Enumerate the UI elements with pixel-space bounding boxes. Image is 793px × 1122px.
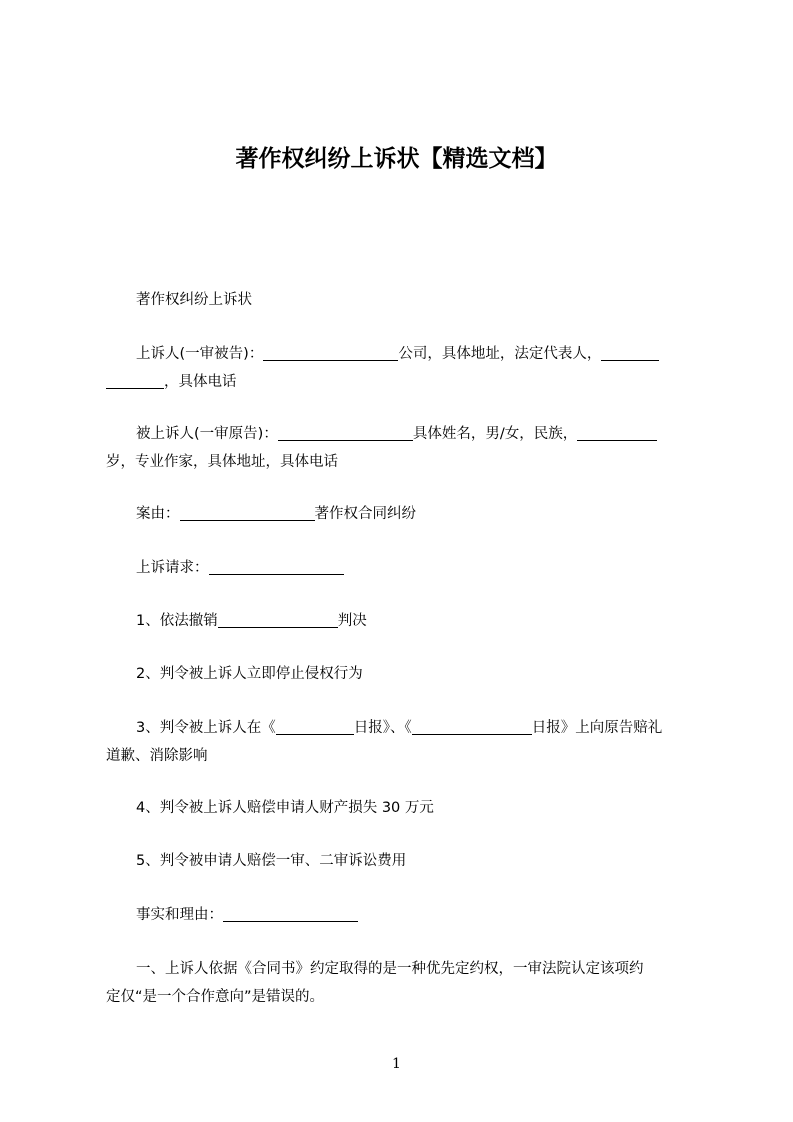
case-cause-text: 著作权合同纠纷	[314, 506, 416, 522]
appeal-request-label: 上诉请求：	[136, 560, 209, 576]
blank-line	[106, 372, 164, 389]
blank-line	[223, 905, 358, 922]
facts-reasons-paragraph	[106, 901, 732, 929]
blank-line	[577, 424, 657, 441]
request-item-1	[106, 607, 732, 635]
request-item-2-text: 2、判令被上诉人立即停止侵权行为	[136, 666, 363, 682]
case-cause-paragraph	[106, 500, 732, 528]
appeal-request-paragraph	[106, 554, 732, 582]
case-cause-label: 案由：	[136, 506, 180, 522]
request-item-3-end: 日报》上向原告赔礼	[531, 720, 663, 736]
request-item-3-text: 3、判令被上诉人在《	[136, 720, 276, 736]
blank-line	[601, 344, 659, 361]
facts-reasons-label: 事实和理由：	[136, 907, 223, 923]
heading-text: 著作权纠纷上诉状	[136, 292, 252, 308]
request-item-1-text: 1、依法撤销	[136, 613, 218, 629]
appellee-paragraph	[106, 420, 702, 476]
request-item-5-text: 5、判令被申请人赔偿一审、二审诉讼费用	[136, 853, 407, 869]
blank-line	[180, 504, 315, 521]
page-number: 1	[392, 1056, 401, 1072]
appellant-label: 上诉人(一审被告)：	[136, 346, 264, 362]
appellee-label: 被上诉人(一审原告)：	[136, 426, 278, 442]
appellant-paragraph	[106, 340, 702, 396]
request-item-4-text: 4、判令被上诉人赔偿申请人财产损失 30 万元	[136, 800, 434, 816]
request-item-3-mid: 日报》、《	[353, 720, 412, 736]
request-item-1-end: 判决	[337, 613, 367, 629]
request-item-3-line2: 道歉、消除影响	[106, 748, 208, 764]
appellant-details: 公司，具体地址，法定代表人，	[398, 346, 602, 362]
reason-1-paragraph	[106, 955, 702, 1011]
blank-line	[218, 611, 338, 628]
appellee-details-2: 岁，专业作家，具体地址，具体电话	[106, 454, 338, 470]
appellee-details: 具体姓名，男/女，民族，	[412, 426, 578, 442]
request-item-2	[106, 660, 732, 688]
blank-line	[412, 718, 532, 735]
document-title: 著作权纠纷上诉状【精选文档】	[235, 146, 558, 172]
blank-line	[209, 558, 344, 575]
heading-paragraph	[106, 286, 732, 314]
reason-1-line1: 一、上诉人依据《合同书》约定取得的是一种优先定约权，一审法院认定该项约	[136, 961, 644, 977]
appellant-phone: ，具体电话	[164, 374, 237, 390]
request-item-5	[106, 847, 732, 875]
blank-line	[278, 424, 413, 441]
request-item-4	[106, 794, 732, 822]
request-item-3	[106, 714, 702, 770]
reason-1-line2: 定仅“是一个合作意向”是错误的。	[106, 989, 325, 1005]
blank-line	[263, 344, 398, 361]
blank-line	[276, 718, 354, 735]
